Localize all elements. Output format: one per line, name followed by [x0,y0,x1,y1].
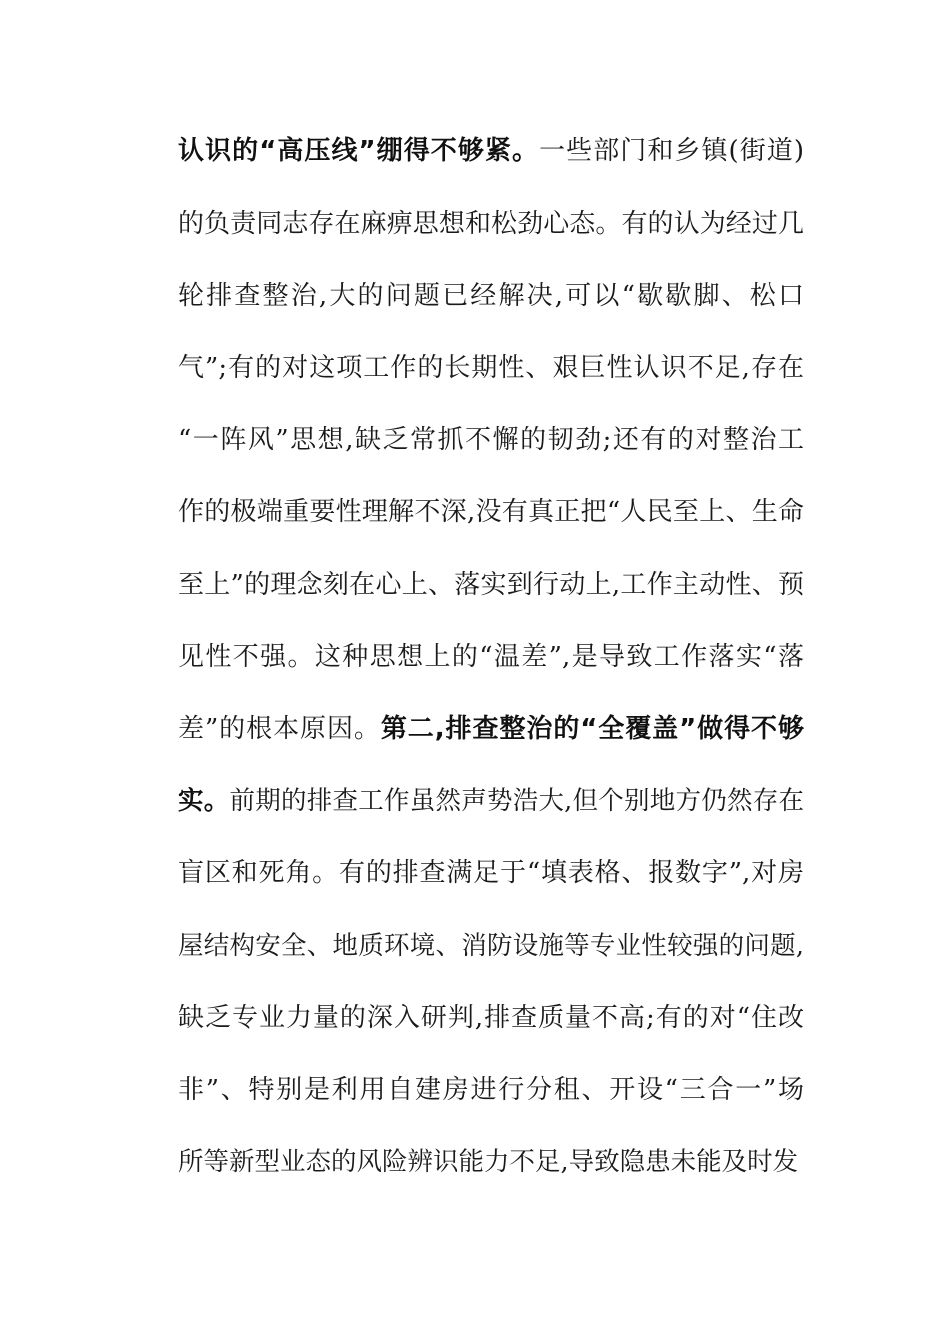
text-line-10 [178,781,804,821]
text-line-3 [178,276,804,316]
line-text: 作的极端重要性理解不深,没有真正把“人民至上、生命 [178,497,804,527]
text-line-12 [178,926,804,966]
line-text: 盲区和死角。有的排查满足于“填表格、报数字”,对房 [178,858,804,888]
text-line-7 [178,565,804,605]
bold-heading: 第二,排查整治的“全覆盖”做得不够 [380,714,804,744]
line-text: 差”的根本原因。 [178,714,381,744]
text-line-15 [178,1142,804,1182]
bold-heading: 认识的“高压线”绷得不够紧。 [178,136,540,166]
line-text: 前期的排查工作虽然声势浩大,但个别地方仍然存在 [229,786,804,816]
line-text: 所等新型业态的风险辨识能力不足,导致隐患未能及时发 [178,1147,799,1177]
line-text: 的负责同志存在麻痹思想和松劲心态。有的认为经过几 [178,209,804,239]
line-text: 至上”的理念刻在心上、落实到行动上,工作主动性、预 [178,570,804,600]
line-text: 气”;有的对这项工作的长期性、艰巨性认识不足,存在 [178,353,804,383]
line-text: 屋结构安全、地质环境、消防设施等专业性较强的问题, [178,931,804,961]
text-line-1 [178,131,804,171]
line-text: 轮排查整治,大的问题已经解决,可以“歇歇脚、松口 [178,281,804,311]
text-line-2 [178,204,804,244]
text-line-8 [178,637,804,677]
bold-heading: 实。 [178,786,230,816]
text-line-11 [178,853,804,893]
text-line-4 [178,348,804,388]
line-text: 一些部门和乡镇(街道) [539,136,804,166]
text-line-13 [178,998,804,1038]
text-line-6 [178,492,804,532]
line-text: “一阵风”思想,缺乏常抓不懈的韧劲;还有的对整治工 [178,425,804,455]
line-text: 非”、特别是利用自建房进行分租、开设“三合一”场 [178,1075,804,1105]
line-text: 缺乏专业力量的深入研判,排查质量不高;有的对“住改 [178,1003,804,1033]
text-line-9 [178,709,804,749]
line-text: 见性不强。这种思想上的“温差”,是导致工作落实“落 [178,642,804,672]
text-line-5 [178,420,804,460]
text-line-14 [178,1070,804,1110]
